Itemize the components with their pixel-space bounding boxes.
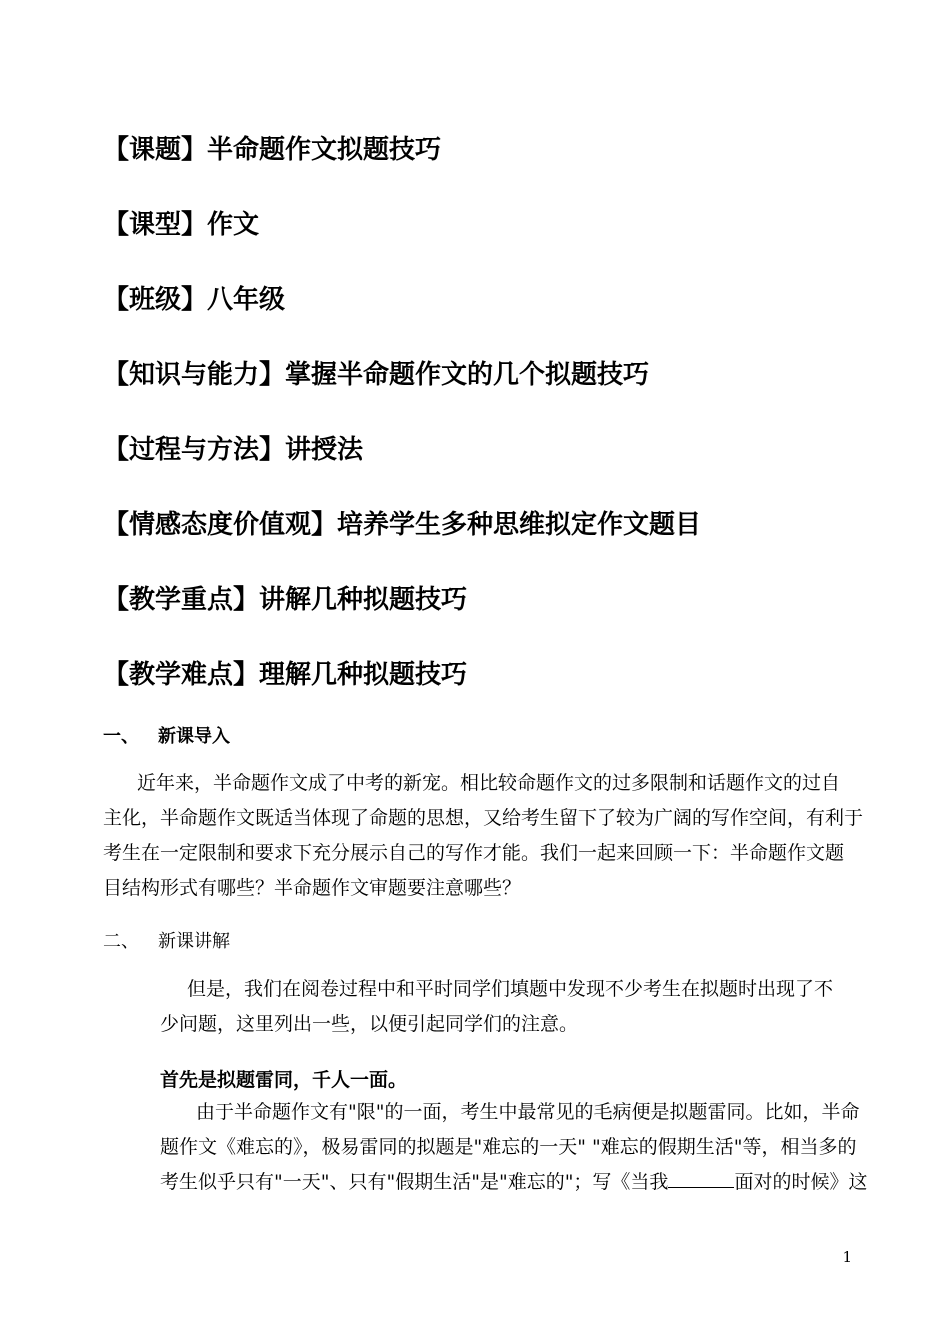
page-number: 1 <box>842 1248 852 1266</box>
heading-1: 【课型】作文 <box>103 210 260 240</box>
paragraph-line: 近年来，半命题作文成了中考的新宠。相比较命题作文的过多限制和话题作文的过自 <box>137 772 841 794</box>
paragraph-line: 由于半命题作文有"限"的一面，考生中最常见的毛病便是拟题雷同。比如，半命 <box>196 1101 860 1123</box>
section-2-intro <box>160 972 843 1042</box>
section-2-body <box>160 1095 868 1200</box>
paragraph-line: 少问题，这里列出一些，以便引起同学们的注意。 <box>160 1013 579 1035</box>
heading-6: 【教学重点】讲解几种拟题技巧 <box>103 585 468 615</box>
heading-4: 【过程与方法】讲授法 <box>103 435 364 465</box>
section-2-heading <box>103 933 230 951</box>
section-2-title: 新课讲解 <box>158 931 230 952</box>
paragraph-line: 目结构形式有哪些？半命题作文审题要注意哪些？ <box>103 877 522 899</box>
heading-2: 【班级】八年级 <box>103 285 286 315</box>
fill-in-blank <box>668 1169 734 1188</box>
section-1-number: 一、 <box>103 726 139 747</box>
paragraph-line: 题作文《难忘的》，极易雷同的拟题是"难忘的一天" "难忘的假期生活"等，相当多的 <box>160 1136 857 1158</box>
section-1-title: 新课导入 <box>158 726 230 747</box>
line-before-blank: 考生似乎只有"一天"、只有"假期生活"是"难忘的"；写《当我 <box>160 1171 669 1193</box>
heading-5: 【情感态度价值观】培养学生多种思维拟定作文题目 <box>103 510 702 540</box>
line-after-blank: 面对的时候》这 <box>734 1171 868 1193</box>
paragraph-line: 主化，半命题作文既适当体现了命题的思想，又给考生留下了较为广阔的写作空间，有利于 <box>103 807 864 829</box>
heading-0: 【课题】半命题作文拟题技巧 <box>103 135 442 165</box>
section-2-number: 二、 <box>103 931 139 952</box>
heading-3: 【知识与能力】掌握半命题作文的几个拟题技巧 <box>103 360 650 390</box>
section-1-paragraph <box>103 766 864 906</box>
paragraph-line <box>160 1165 868 1200</box>
section-2-subheading: 首先是拟题雷同，千人一面。 <box>160 1069 408 1091</box>
section-1-heading <box>103 728 230 746</box>
paragraph-line: 但是，我们在阅卷过程中和平时同学们填题中发现不少考生在拟题时出现了不 <box>187 978 834 1000</box>
paragraph-line: 考生在一定限制和要求下充分展示自己的写作才能。我们一起来回顾一下：半命题作文题 <box>103 842 845 864</box>
heading-7: 【教学难点】理解几种拟题技巧 <box>103 660 468 690</box>
